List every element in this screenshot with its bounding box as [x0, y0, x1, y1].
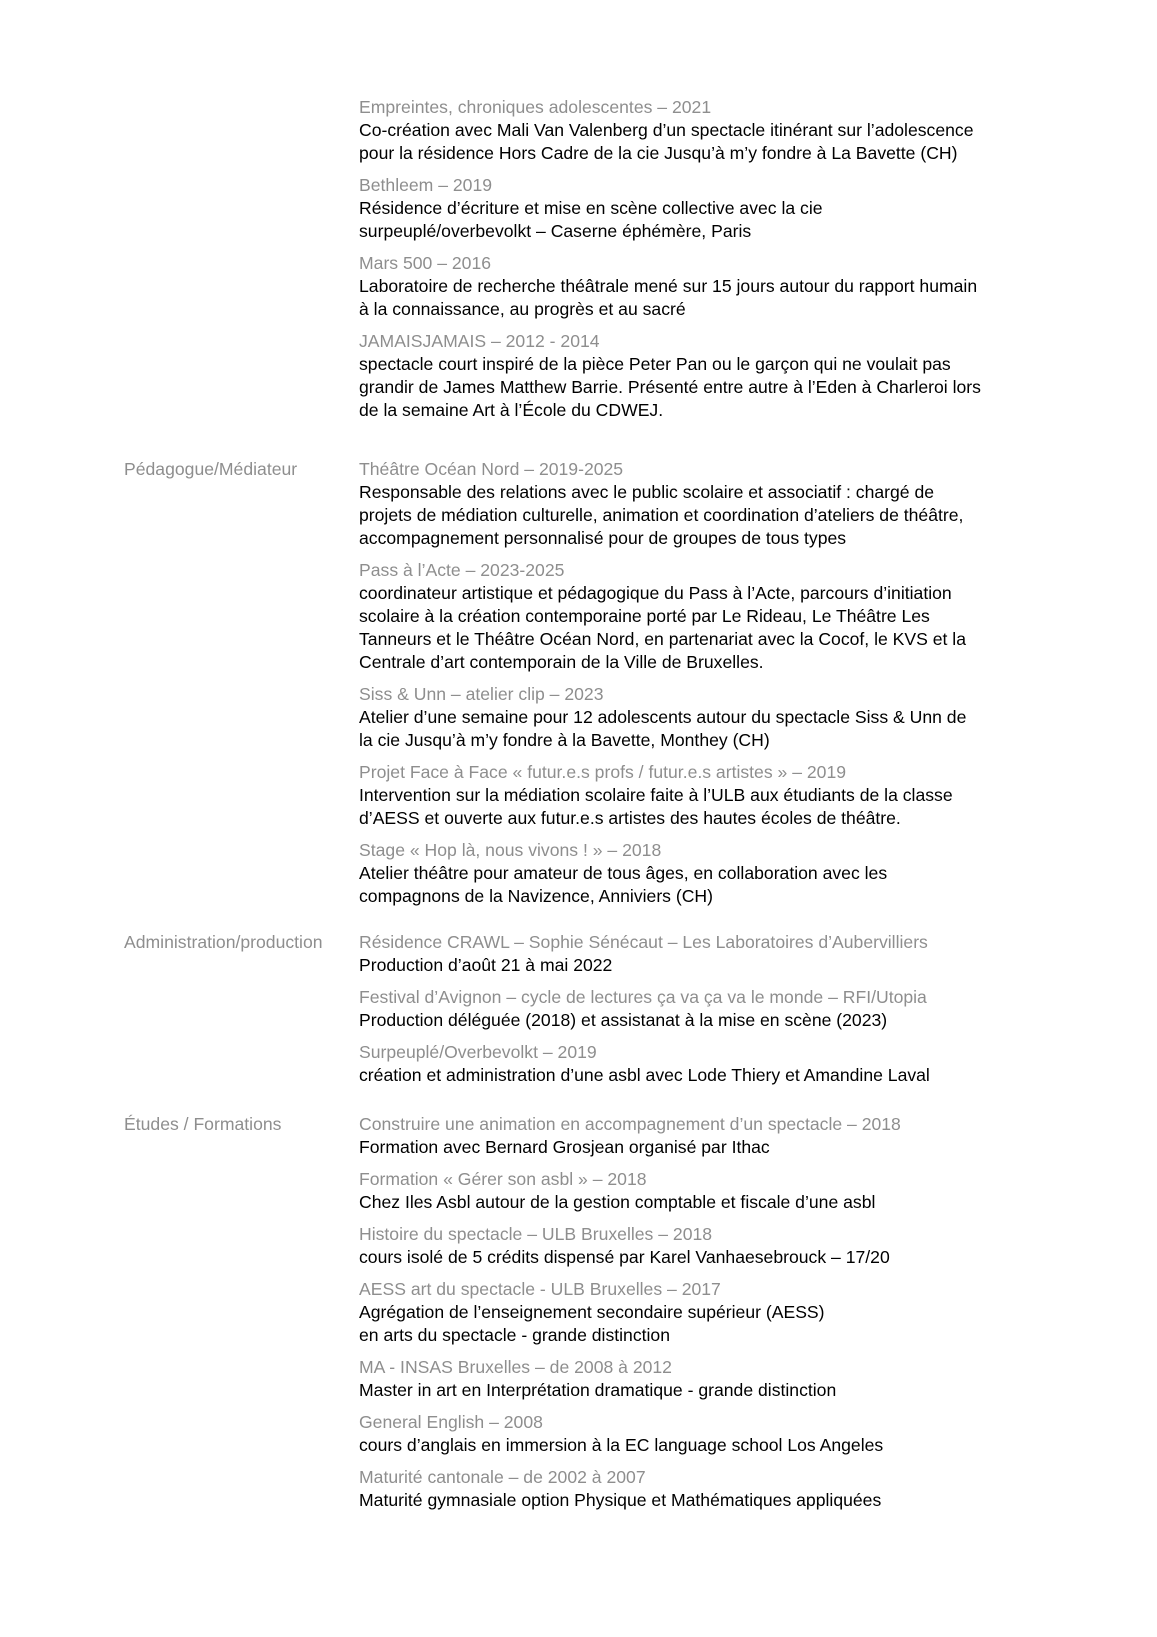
entry-title: Théâtre Océan Nord – 2019-2025 — [359, 459, 624, 479]
entry-description: Centrale d’art contemporain de la Ville de Bruxelles. — [359, 652, 764, 672]
section-label: Pédagogue/Médiateur — [124, 459, 298, 479]
entry-description: Production déléguée (2018) et assistanat à la mise en scène (2023) — [359, 1010, 888, 1030]
entry-description: Laboratoire de recherche théâtrale mené sur 15 jours autour du rapport humain — [359, 276, 978, 296]
entry — [359, 986, 1059, 1032]
entry-title: Maturité cantonale – de 2002 à 2007 — [359, 1467, 646, 1487]
entry — [359, 252, 1059, 321]
entry-description: Production d’août 21 à mai 2022 — [359, 955, 613, 975]
entry-description: Formation avec Bernard Grosjean organisé par Ithac — [359, 1137, 770, 1157]
entry-description: surpeuplé/overbevolkt – Caserne éphémère, Paris — [359, 221, 752, 241]
entry-description: Responsable des relations avec le public scolaire et associatif : chargé de — [359, 482, 935, 502]
entry-description: Agrégation de l’enseignement secondaire supérieur (AESS) — [359, 1302, 825, 1322]
entry-title: Résidence CRAWL – Sophie Sénécaut – Les Laboratoires d’Aubervilliers — [359, 932, 928, 952]
entry-description: cours isolé de 5 crédits dispensé par Karel Vanhaesebrouck – 17/20 — [359, 1247, 890, 1267]
entry-title: Construire une animation en accompagnement d’un spectacle – 2018 — [359, 1114, 901, 1134]
entry — [359, 174, 1059, 243]
entry-description: Master in art en Interprétation dramatique - grande distinction — [359, 1380, 837, 1400]
entry-description: projets de médiation culturelle, animation et coordination d’ateliers de théâtre, — [359, 505, 964, 525]
entry-description: scolaire à la création contemporaine porté par Le Rideau, Le Théâtre Les — [359, 606, 930, 626]
entry-description: pour la résidence Hors Cadre de la cie Jusqu’à m’y fondre à La Bavette (CH) — [359, 143, 958, 163]
entry — [359, 1113, 1059, 1159]
entry — [359, 931, 1059, 977]
entries-list — [359, 1113, 1059, 1521]
entry-description: Co-création avec Mali Van Valenberg d’un spectacle itinérant sur l’adolescence — [359, 120, 974, 140]
entry-description: compagnons de la Navizence, Anniviers (CH) — [359, 886, 713, 906]
entry — [359, 1466, 1059, 1512]
entry-title: Formation « Gérer son asbl » – 2018 — [359, 1169, 647, 1189]
entry-description: en arts du spectacle - grande distinction — [359, 1325, 671, 1345]
entry — [359, 761, 1059, 830]
entry-description: Chez Iles Asbl autour de la gestion comptable et fiscale d’une asbl — [359, 1192, 876, 1212]
entry-description: coordinateur artistique et pédagogique du Pass à l’Acte, parcours d’initiation — [359, 583, 952, 603]
entry-title: Mars 500 – 2016 — [359, 253, 492, 273]
entry-title: Stage « Hop là, nous vivons ! » – 2018 — [359, 840, 662, 860]
entry — [359, 330, 1059, 422]
entry-description: Intervention sur la médiation scolaire faite à l’ULB aux étudiants de la classe — [359, 785, 953, 805]
entry-title: Histoire du spectacle – ULB Bruxelles – 2018 — [359, 1224, 713, 1244]
entry — [359, 1168, 1059, 1214]
entry-title: Pass à l’Acte – 2023-2025 — [359, 560, 565, 580]
entry-description: création et administration d’une asbl avec Lode Thiery et Amandine Laval — [359, 1065, 930, 1085]
entry-description: à la connaissance, au progrès et au sacré — [359, 299, 686, 319]
entry — [359, 1278, 1059, 1347]
entries-list — [359, 931, 1059, 1096]
entry — [359, 96, 1059, 165]
entry — [359, 839, 1059, 908]
entry-description: d’AESS et ouverte aux futur.e.s artistes des hautes écoles de théâtre. — [359, 808, 901, 828]
entry — [359, 458, 1059, 550]
entry-description: accompagnement personnalisé pour de groupes de tous types — [359, 528, 847, 548]
entry-description: cours d’anglais en immersion à la EC language school Los Angeles — [359, 1435, 884, 1455]
entry — [359, 559, 1059, 674]
entry-description: Résidence d’écriture et mise en scène collective avec la cie — [359, 198, 823, 218]
entry — [359, 1041, 1059, 1087]
entry — [359, 683, 1059, 752]
entry — [359, 1223, 1059, 1269]
entry-title: Projet Face à Face « futur.e.s profs / futur.e.s artistes » – 2019 — [359, 762, 847, 782]
entry-description: Atelier d’une semaine pour 12 adolescents autour du spectacle Siss & Unn de — [359, 707, 967, 727]
entry-description: spectacle court inspiré de la pièce Peter Pan ou le garçon qui ne voulait pas — [359, 354, 951, 374]
entry-title: AESS art du spectacle - ULB Bruxelles – 2017 — [359, 1279, 721, 1299]
entry-title: Surpeuplé/Overbevolkt – 2019 — [359, 1042, 597, 1062]
section-label: Études / Formations — [124, 1114, 282, 1134]
entries-list — [359, 458, 1059, 917]
entry — [359, 1356, 1059, 1402]
entry-title: General English – 2008 — [359, 1412, 543, 1432]
entry — [359, 1411, 1059, 1457]
entries-list — [359, 96, 1059, 431]
entry-title: Festival d’Avignon – cycle de lectures ça va ça va le monde – RFI/Utopia — [359, 987, 927, 1007]
entry-description: grandir de James Matthew Barrie. Présenté entre autre à l’Eden à Charleroi lors — [359, 377, 981, 397]
entry-description: de la semaine Art à l’École du CDWEJ. — [359, 400, 664, 420]
entry-title: Siss & Unn – atelier clip – 2023 — [359, 684, 604, 704]
section-label: Administration/production — [124, 932, 323, 952]
entry-title: MA - INSAS Bruxelles – de 2008 à 2012 — [359, 1357, 672, 1377]
entry-description: Maturité gymnasiale option Physique et Mathématiques appliquées — [359, 1490, 882, 1510]
entry-description: Tanneurs et le Théâtre Océan Nord, en partenariat avec la Cocof, le KVS et la — [359, 629, 967, 649]
entry-description: Atelier théâtre pour amateur de tous âges, en collaboration avec les — [359, 863, 888, 883]
entry-description: la cie Jusqu’à m’y fondre à la Bavette, Monthey (CH) — [359, 730, 770, 750]
entry-title: JAMAISJAMAIS – 2012 - 2014 — [359, 331, 600, 351]
entry-title: Empreintes, chroniques adolescentes – 2021 — [359, 97, 712, 117]
entry-title: Bethleem – 2019 — [359, 175, 493, 195]
